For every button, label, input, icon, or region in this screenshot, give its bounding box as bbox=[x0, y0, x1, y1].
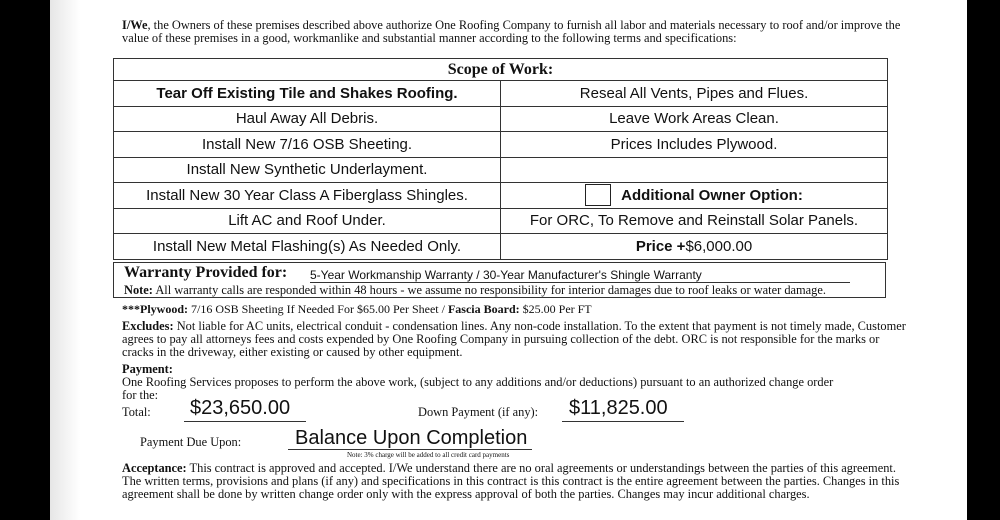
fascia-label: Fascia Board: bbox=[447, 302, 520, 316]
total-underline bbox=[184, 421, 306, 422]
contract-page bbox=[50, 0, 967, 520]
warranty-note-text: All warranty calls are responded within 48 hours - we assume no responsibility for interior damages due to roof leaks or water damage. bbox=[152, 283, 826, 297]
intro-text: , the Owners of these premises described above authorize One Roofing Company to furnish all labor and materials necessary to roof and/or improve the value of these premises in a good, workmanlike and substantial manner according to the following terms and specifications: bbox=[122, 18, 901, 45]
intro-prefix: I/We bbox=[122, 18, 148, 32]
page-edge-shadow bbox=[50, 0, 80, 520]
acceptance-label: Acceptance: bbox=[122, 461, 187, 475]
payment-due-label: Payment Due Upon: bbox=[140, 435, 242, 449]
intro-paragraph bbox=[122, 19, 912, 45]
scope-left-item: Install New 30 Year Class A Fiberglass Shingles. bbox=[114, 183, 501, 208]
down-payment-label: Down Payment (if any): bbox=[418, 405, 539, 419]
price-label: Price + bbox=[635, 237, 686, 255]
payment-text: One Roofing Services proposes to perform the above work, (subject to any additions and/or deductions) pursuant to an authorized change order for the: bbox=[122, 375, 834, 402]
down-payment-value: $11,825.00 bbox=[569, 397, 668, 419]
scope-right-price bbox=[501, 234, 887, 259]
table-row bbox=[114, 234, 887, 259]
table-row bbox=[114, 209, 887, 235]
owner-option-checkbox[interactable] bbox=[585, 184, 611, 206]
scope-left-item: Install New Metal Flashing(s) As Needed Only. bbox=[114, 234, 501, 259]
plywood-line bbox=[122, 303, 592, 316]
table-row bbox=[114, 107, 887, 133]
scope-title: Scope of Work: bbox=[114, 59, 887, 81]
scope-right-item: Reseal All Vents, Pipes and Flues. bbox=[579, 84, 809, 102]
scope-left-item: Tear Off Existing Tile and Shakes Roofing. bbox=[114, 81, 501, 106]
scope-left-item: Install New 7/16 OSB Sheeting. bbox=[114, 132, 501, 157]
table-row bbox=[114, 158, 887, 184]
excludes-label: Excludes: bbox=[122, 319, 174, 333]
table-row bbox=[114, 81, 887, 107]
scope-right-option bbox=[501, 183, 887, 208]
scope-left-item: Install New Synthetic Underlayment. bbox=[114, 158, 501, 183]
acceptance-text: This contract is approved and accepted. I/We understand there are no oral agreements or understandings between the parties of this agreement. The written terms, provisions and plans (if any) and specifications in this contract is this contract is the entire agreement between the parties. Changes in this agreement shall be done by written change order only with the express approval of both the parties. Changes may incur additional charges. bbox=[122, 461, 900, 501]
warranty-box bbox=[113, 262, 886, 298]
fascia-text: $25.00 Per FT bbox=[519, 302, 592, 316]
scope-left-item: Haul Away All Debris. bbox=[114, 107, 501, 132]
warranty-note-label: Note: bbox=[124, 283, 153, 297]
total-value: $23,650.00 bbox=[190, 397, 291, 419]
table-row bbox=[114, 183, 887, 209]
acceptance-paragraph bbox=[122, 462, 912, 501]
plywood-text: 7/16 OSB Sheeting If Needed For $65.00 Per Sheet / bbox=[188, 302, 448, 316]
excludes-paragraph bbox=[122, 320, 912, 359]
warranty-note bbox=[124, 283, 826, 298]
excludes-text: Not liable for AC units, electrical conduit - condensation lines. Any non-code installation. To the extent that payment is not timely made, Customer agrees to pay all attorneys fees and costs expended by One Roofing Company in pursuing collection of the debt. ORC is not responsible for the marks or cracks in the driveway, either existing or caused by other equipment. bbox=[122, 319, 906, 359]
scope-right-item: Leave Work Areas Clean. bbox=[609, 110, 779, 128]
table-row bbox=[114, 132, 887, 158]
warranty-title: Warranty Provided for: bbox=[124, 264, 288, 281]
credit-card-note: Note: 3% charge will be added to all credit card payments bbox=[347, 451, 510, 459]
scope-of-work-table bbox=[113, 58, 888, 260]
plywood-label: ***Plywood: bbox=[122, 302, 188, 316]
total-label: Total: bbox=[122, 405, 151, 419]
warranty-value: 5-Year Workmanship Warranty / 30-Year Manufacturer's Shingle Warranty bbox=[310, 268, 850, 283]
scope-right-item bbox=[501, 158, 887, 183]
payment-due-underline bbox=[288, 449, 532, 450]
scope-right-item: Prices Includes Plywood. bbox=[610, 135, 778, 153]
payment-label: Payment: bbox=[122, 362, 173, 376]
price-value: $6,000.00 bbox=[685, 237, 753, 255]
scope-left-item: Lift AC and Roof Under. bbox=[114, 209, 501, 234]
scope-right-item: For ORC, To Remove and Reinstall Solar Panels. bbox=[529, 212, 859, 230]
down-payment-underline bbox=[562, 421, 684, 422]
owner-option-label: Additional Owner Option: bbox=[621, 186, 803, 204]
payment-due-value: Balance Upon Completion bbox=[295, 427, 528, 449]
